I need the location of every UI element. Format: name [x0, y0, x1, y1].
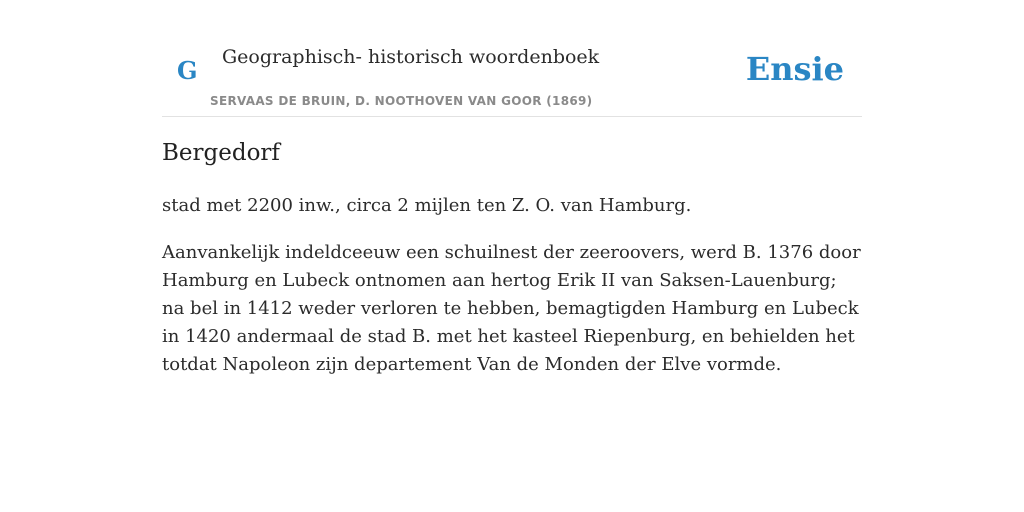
- entry-title: Bergedorf: [162, 140, 280, 166]
- entry-body: [162, 192, 862, 398]
- page: [162, 0, 862, 375]
- brand-logo[interactable]: Ensie: [745, 50, 844, 88]
- entry-paragraph: stad met 2200 inw., circa 2 mijlen ten Z. O. van Hamburg.: [162, 195, 692, 216]
- book-authors: SERVAAS DE BRUIN, D. NOOTHOVEN VAN GOOR (1869): [210, 94, 593, 108]
- header: [162, 0, 862, 117]
- entry-paragraph: Aanvankelijk indeldceeuw een schuilnest der zeeroovers, werd B. 1376 door Hamburg en Lubeck ontnomen aan hertog Erik II van Saksen-Lauenburg; na bel in 1412 weder verloren te hebben, bemagtigden Hamburg en Lubeck in 1420 andermaal de stad B. met het kasteel Riepenburg, en behielden het totdat Napoleon zijn departement Van de Monden der Elve vormde.: [162, 242, 861, 375]
- book-title[interactable]: Geographisch- historisch woordenboek: [222, 46, 600, 68]
- book-letter-icon[interactable]: G: [177, 56, 198, 85]
